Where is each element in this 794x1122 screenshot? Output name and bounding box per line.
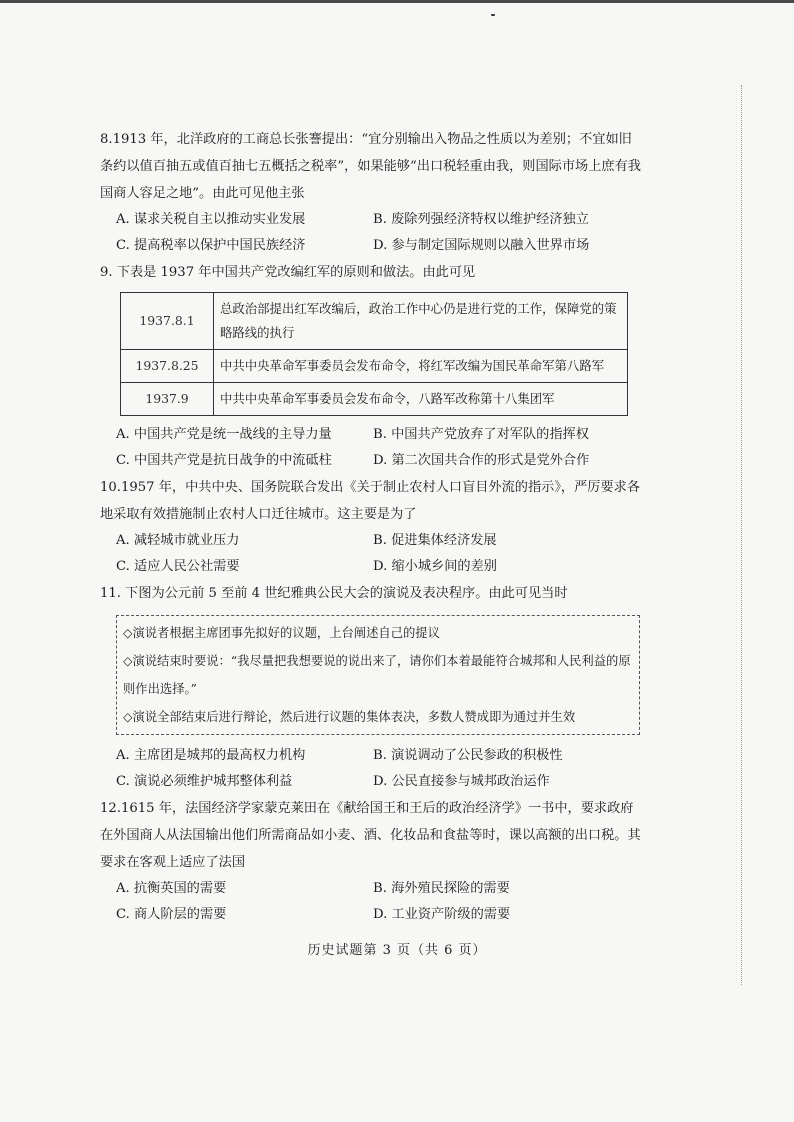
question-9-stem: 9. 下表是 1937 年中国共产党改编红军的原则和做法。由此可见 bbox=[100, 265, 476, 280]
question-12-stem: 12.1615 年，法国经济学家蒙克莱田在《献给国王和王后的政治经济学》一书中，要求政府在外国商人从法国输出他们所需商品如小麦、酒、化妆品和食盐等时，课以高额的出口税。其要求在客观上适应了法国 bbox=[100, 801, 641, 870]
table-row bbox=[121, 350, 628, 383]
question-10 bbox=[100, 474, 642, 580]
question-8 bbox=[100, 126, 642, 259]
question-8-stem: 8.1913 年，北洋政府的工商总长张謇提出：“宜分别输出入物品之性质以为差别；不宜如旧条约以值百抽五或值百抽七五概括之税率”，如果能够“出口税轻重由我，则国际市场上庶有我国商人容足之地”。由此可见他主张 bbox=[100, 132, 641, 201]
question-9-table bbox=[120, 292, 628, 416]
option-c: C. 演说必须维护城邦整体利益 bbox=[116, 774, 293, 789]
option-b: B. 中国共产党放弃了对军队的指挥权 bbox=[373, 427, 589, 442]
option-a: A. 谋求关税自主以推动实业发展 bbox=[116, 212, 306, 227]
table-row bbox=[121, 383, 628, 416]
option-a: A. 减轻城市就业压力 bbox=[116, 533, 240, 548]
option-c: C. 中国共产党是抗日战争的中流砥柱 bbox=[116, 453, 332, 468]
option-b: B. 促进集体经济发展 bbox=[373, 533, 497, 548]
option-c: C. 提高税率以保护中国民族经济 bbox=[116, 238, 306, 253]
question-9-options bbox=[116, 422, 642, 474]
table-text: 中共中央革命军事委员会发布命令，八路军改称第十八集团军 bbox=[214, 383, 628, 416]
option-a: A. 抗衡英国的需要 bbox=[116, 881, 227, 896]
option-a: A. 中国共产党是统一战线的主导力量 bbox=[116, 427, 332, 442]
option-d: D. 缩小城乡间的差别 bbox=[373, 559, 497, 574]
option-b: B. 废除列强经济特权以维护经济独立 bbox=[373, 212, 589, 227]
option-d: D. 参与制定国际规则以融入世界市场 bbox=[373, 238, 590, 253]
question-8-options bbox=[116, 207, 642, 259]
option-c: C. 商人阶层的需要 bbox=[116, 907, 227, 922]
option-d: D. 工业资产阶级的需要 bbox=[373, 907, 511, 922]
question-10-options bbox=[116, 528, 642, 580]
table-date: 1937.8.25 bbox=[121, 350, 214, 383]
question-11 bbox=[100, 580, 642, 795]
option-b: B. 海外殖民探险的需要 bbox=[373, 881, 510, 896]
scan-top-edge bbox=[0, 0, 794, 3]
table-date: 1937.9 bbox=[121, 383, 214, 416]
option-d: D. 第二次国共合作的形式是党外合作 bbox=[373, 453, 590, 468]
procedure-item: ◇演说全部结束后进行辩论，然后进行议题的集体表决，多数人赞成即为通过并生效 bbox=[123, 710, 576, 724]
question-11-options bbox=[116, 743, 642, 795]
table-row bbox=[121, 293, 628, 350]
option-b: B. 演说调动了公民参政的积极性 bbox=[373, 748, 563, 763]
question-12-options bbox=[116, 876, 642, 928]
question-10-stem: 10.1957 年，中共中央、国务院联合发出《关于制止农村人口盲目外流的指示》，严厉要求各地采取有效措施制止农村人口迁往城市。这主要是为了 bbox=[100, 480, 641, 522]
table-text: 中共中央革命军事委员会发布命令，将红军改编为国民革命军第八路军 bbox=[214, 350, 628, 383]
page-footer: 历史试题第 3 页（共 6 页） bbox=[307, 943, 487, 958]
table-date: 1937.8.1 bbox=[121, 293, 214, 350]
question-9 bbox=[100, 259, 642, 474]
procedure-item: ◇演说者根据主席团事先拟好的议题，上台阐述自己的提议 bbox=[123, 626, 440, 640]
questions-area bbox=[100, 126, 642, 928]
option-d: D. 公民直接参与城邦政治运作 bbox=[373, 774, 550, 789]
question-11-procedure-box bbox=[116, 615, 640, 735]
scan-right-edge bbox=[740, 85, 742, 985]
table-text: 总政治部提出红军改编后，政治工作中心仍是进行党的工作，保障党的策略路线的执行 bbox=[214, 293, 628, 350]
scan-speck bbox=[491, 14, 495, 16]
procedure-item: ◇演说结束时要说：“我尽量把我想要说的说出来了，请你们本着最能符合城邦和人民利益的原则作出选择。” bbox=[123, 654, 631, 696]
question-12 bbox=[100, 795, 642, 928]
question-11-stem: 11. 下图为公元前 5 至前 4 世纪雅典公民大会的演说及表决程序。由此可见当时 bbox=[100, 586, 568, 601]
option-c: C. 适应人民公社需要 bbox=[116, 559, 240, 574]
option-a: A. 主席团是城邦的最高权力机构 bbox=[116, 748, 306, 763]
